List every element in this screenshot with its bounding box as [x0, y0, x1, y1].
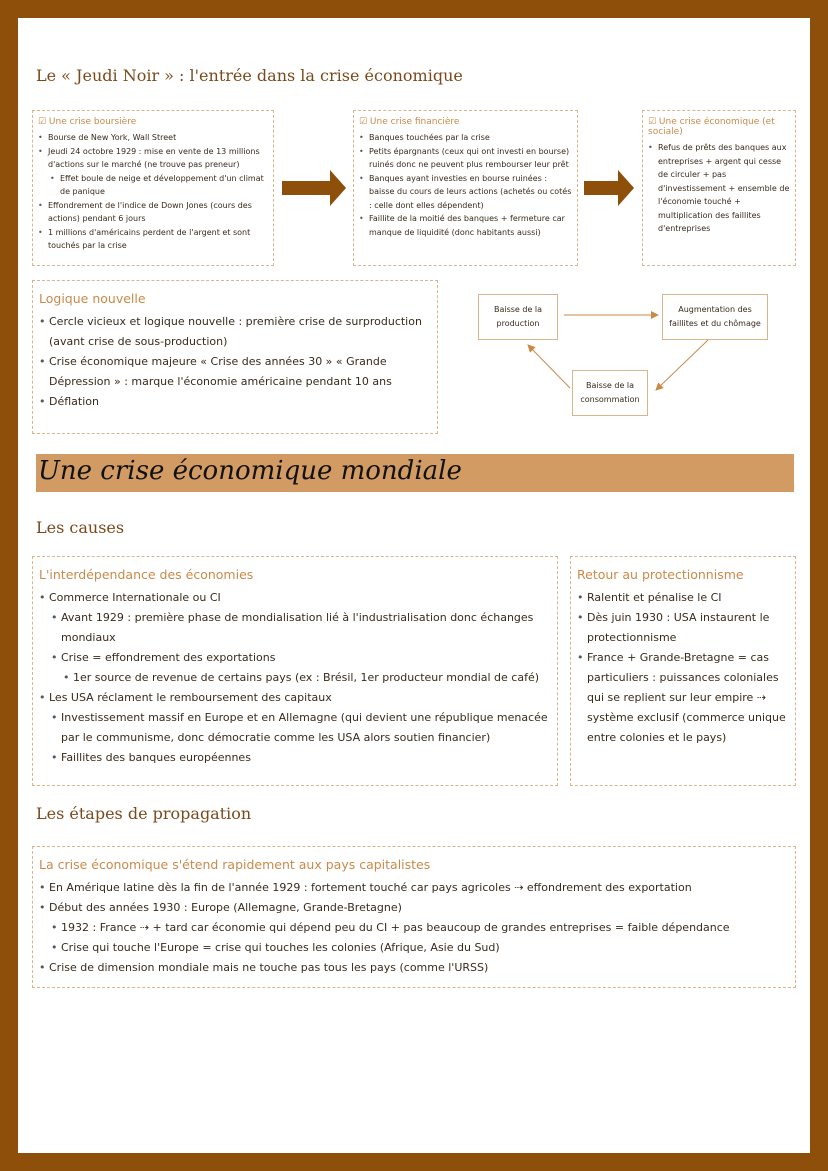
list-item: • Bourse de New York, Wall Street [38, 131, 268, 145]
banner-title: Une crise économique mondiale [38, 456, 462, 486]
list-item: • Jeudi 24 octobre 1929 : mise en vente de 13 millions d'actions sur le marché (ne trouve pas preneur) [38, 145, 268, 172]
list-item: • 1er source de revenue de certains pays (ex : Brésil, 1er producteur mondial de café) [39, 668, 551, 688]
cycle-baisse-consommation: Baisse de la consommation [572, 370, 648, 416]
list [577, 588, 789, 748]
box-title: ☑ Une crise boursière [38, 117, 137, 127]
list-item: • Banques ayant investies en bourse ruinées : baisse du cours de leurs actions (achetés ou cotés : celle dont elles dépendent) [359, 172, 572, 213]
list-item: • Crise de dimension mondiale mais ne touche pas tous les pays (comme l'URSS) [39, 958, 789, 978]
list-item: • Commerce Internationale ou CI [39, 588, 551, 608]
box-title: ☑ Une crise économique (et sociale) [648, 117, 775, 137]
list-item: • En Amérique latine dès la fin de l'année 1929 : fortement touché car pays agricoles ⇢ effondrement des exportation [39, 878, 789, 898]
list-item: • Cercle vicieux et logique nouvelle : première crise de surproduction (avant crise de sous-production) [39, 312, 431, 352]
heading-causes: Les causes [36, 518, 125, 537]
list-item: • Faillite de la moitié des banques + fermeture car manque de liquidité (donc habitants aussi) [359, 212, 572, 239]
list-item: • Les USA réclament le remboursement des capitaux [39, 688, 551, 708]
cycle-baisse-production: Baisse de la production [478, 294, 558, 340]
list-item: • Crise = effondrement des exportations [39, 648, 551, 668]
page-title: Le « Jeudi Noir » : l'entrée dans la crise économique [36, 66, 463, 85]
list-item: • Faillites des banques européennes [39, 748, 551, 768]
section-banner [36, 454, 794, 492]
box-protectionnisme [570, 556, 796, 786]
page-sheet [18, 18, 810, 1153]
list-item: • Petits épargnants (ceux qui ont investi en bourse) ruinés donc ne peuvent plus rembourser leur prêt [359, 145, 572, 172]
list-item: • 1 millions d'américains perdent de l'argent et sont touchés par la crise [38, 226, 268, 253]
box-title: Logique nouvelle [39, 291, 146, 306]
heading-propagation: Les étapes de propagation [36, 804, 252, 823]
list-item: • Investissement massif en Europe et en Allemagne (qui devient une république menacée par le communisme, donc démocratie comme les USA alors soutien financier) [39, 708, 551, 748]
list-item: • Refus de prêts des banques aux entreprises + argent qui cesse de circuler + pas d'investissement + ensemble de l'économie touché + multiplication des faillites d'entreprises [648, 141, 790, 236]
box-interdependance [32, 556, 558, 786]
cycle-augmentation-faillites: Augmentation des faillites et du chômage [662, 294, 768, 340]
list-item: • Début des années 1930 : Europe (Allemagne, Grande-Bretagne) [39, 898, 789, 918]
list-item: • Effet boule de neige et développement d'un climat de panique [38, 172, 268, 199]
list-item: • Crise économique majeure « Crise des années 30 » « Grande Dépression » : marque l'économie américaine pendant 10 ans [39, 352, 431, 392]
list-item: • France + Grande-Bretagne = cas particuliers : puissances coloniales qui se replient sur leur empire ⇢ système exclusif (commerce unique entre colonies et le pays) [577, 648, 789, 748]
box-title: La crise économique s'étend rapidement aux pays capitalistes [39, 857, 431, 872]
box-propagation [32, 846, 796, 988]
list-item: • Crise qui touche l'Europe = crise qui touches les colonies (Afrique, Asie du Sud) [39, 938, 789, 958]
box-title: L'interdépendance des économies [39, 567, 254, 582]
list [39, 878, 789, 978]
box-title: Retour au protectionnisme [577, 567, 744, 582]
list-item: • Avant 1929 : première phase de mondialisation lié à l'industrialisation donc échanges mondiaux [39, 608, 551, 648]
list-item: • Dès juin 1930 : USA instaurent le protectionnisme [577, 608, 789, 648]
list-item: • Ralentit et pénalise le CI [577, 588, 789, 608]
list-item: • 1932 : France ⇢ + tard car économie qui dépend peu du CI + pas beaucoup de grandes entreprises = faible dépendance [39, 918, 789, 938]
list-item: • Déflation [39, 392, 431, 412]
cycle-arrows [18, 18, 810, 448]
box-title: ☑ Une crise financière [359, 117, 460, 127]
list-item: • Effondrement de l'indice de Down Jones (cours des actions) pendant 6 jours [38, 199, 268, 226]
list [39, 588, 551, 768]
list-item: • Banques touchées par la crise [359, 131, 572, 145]
